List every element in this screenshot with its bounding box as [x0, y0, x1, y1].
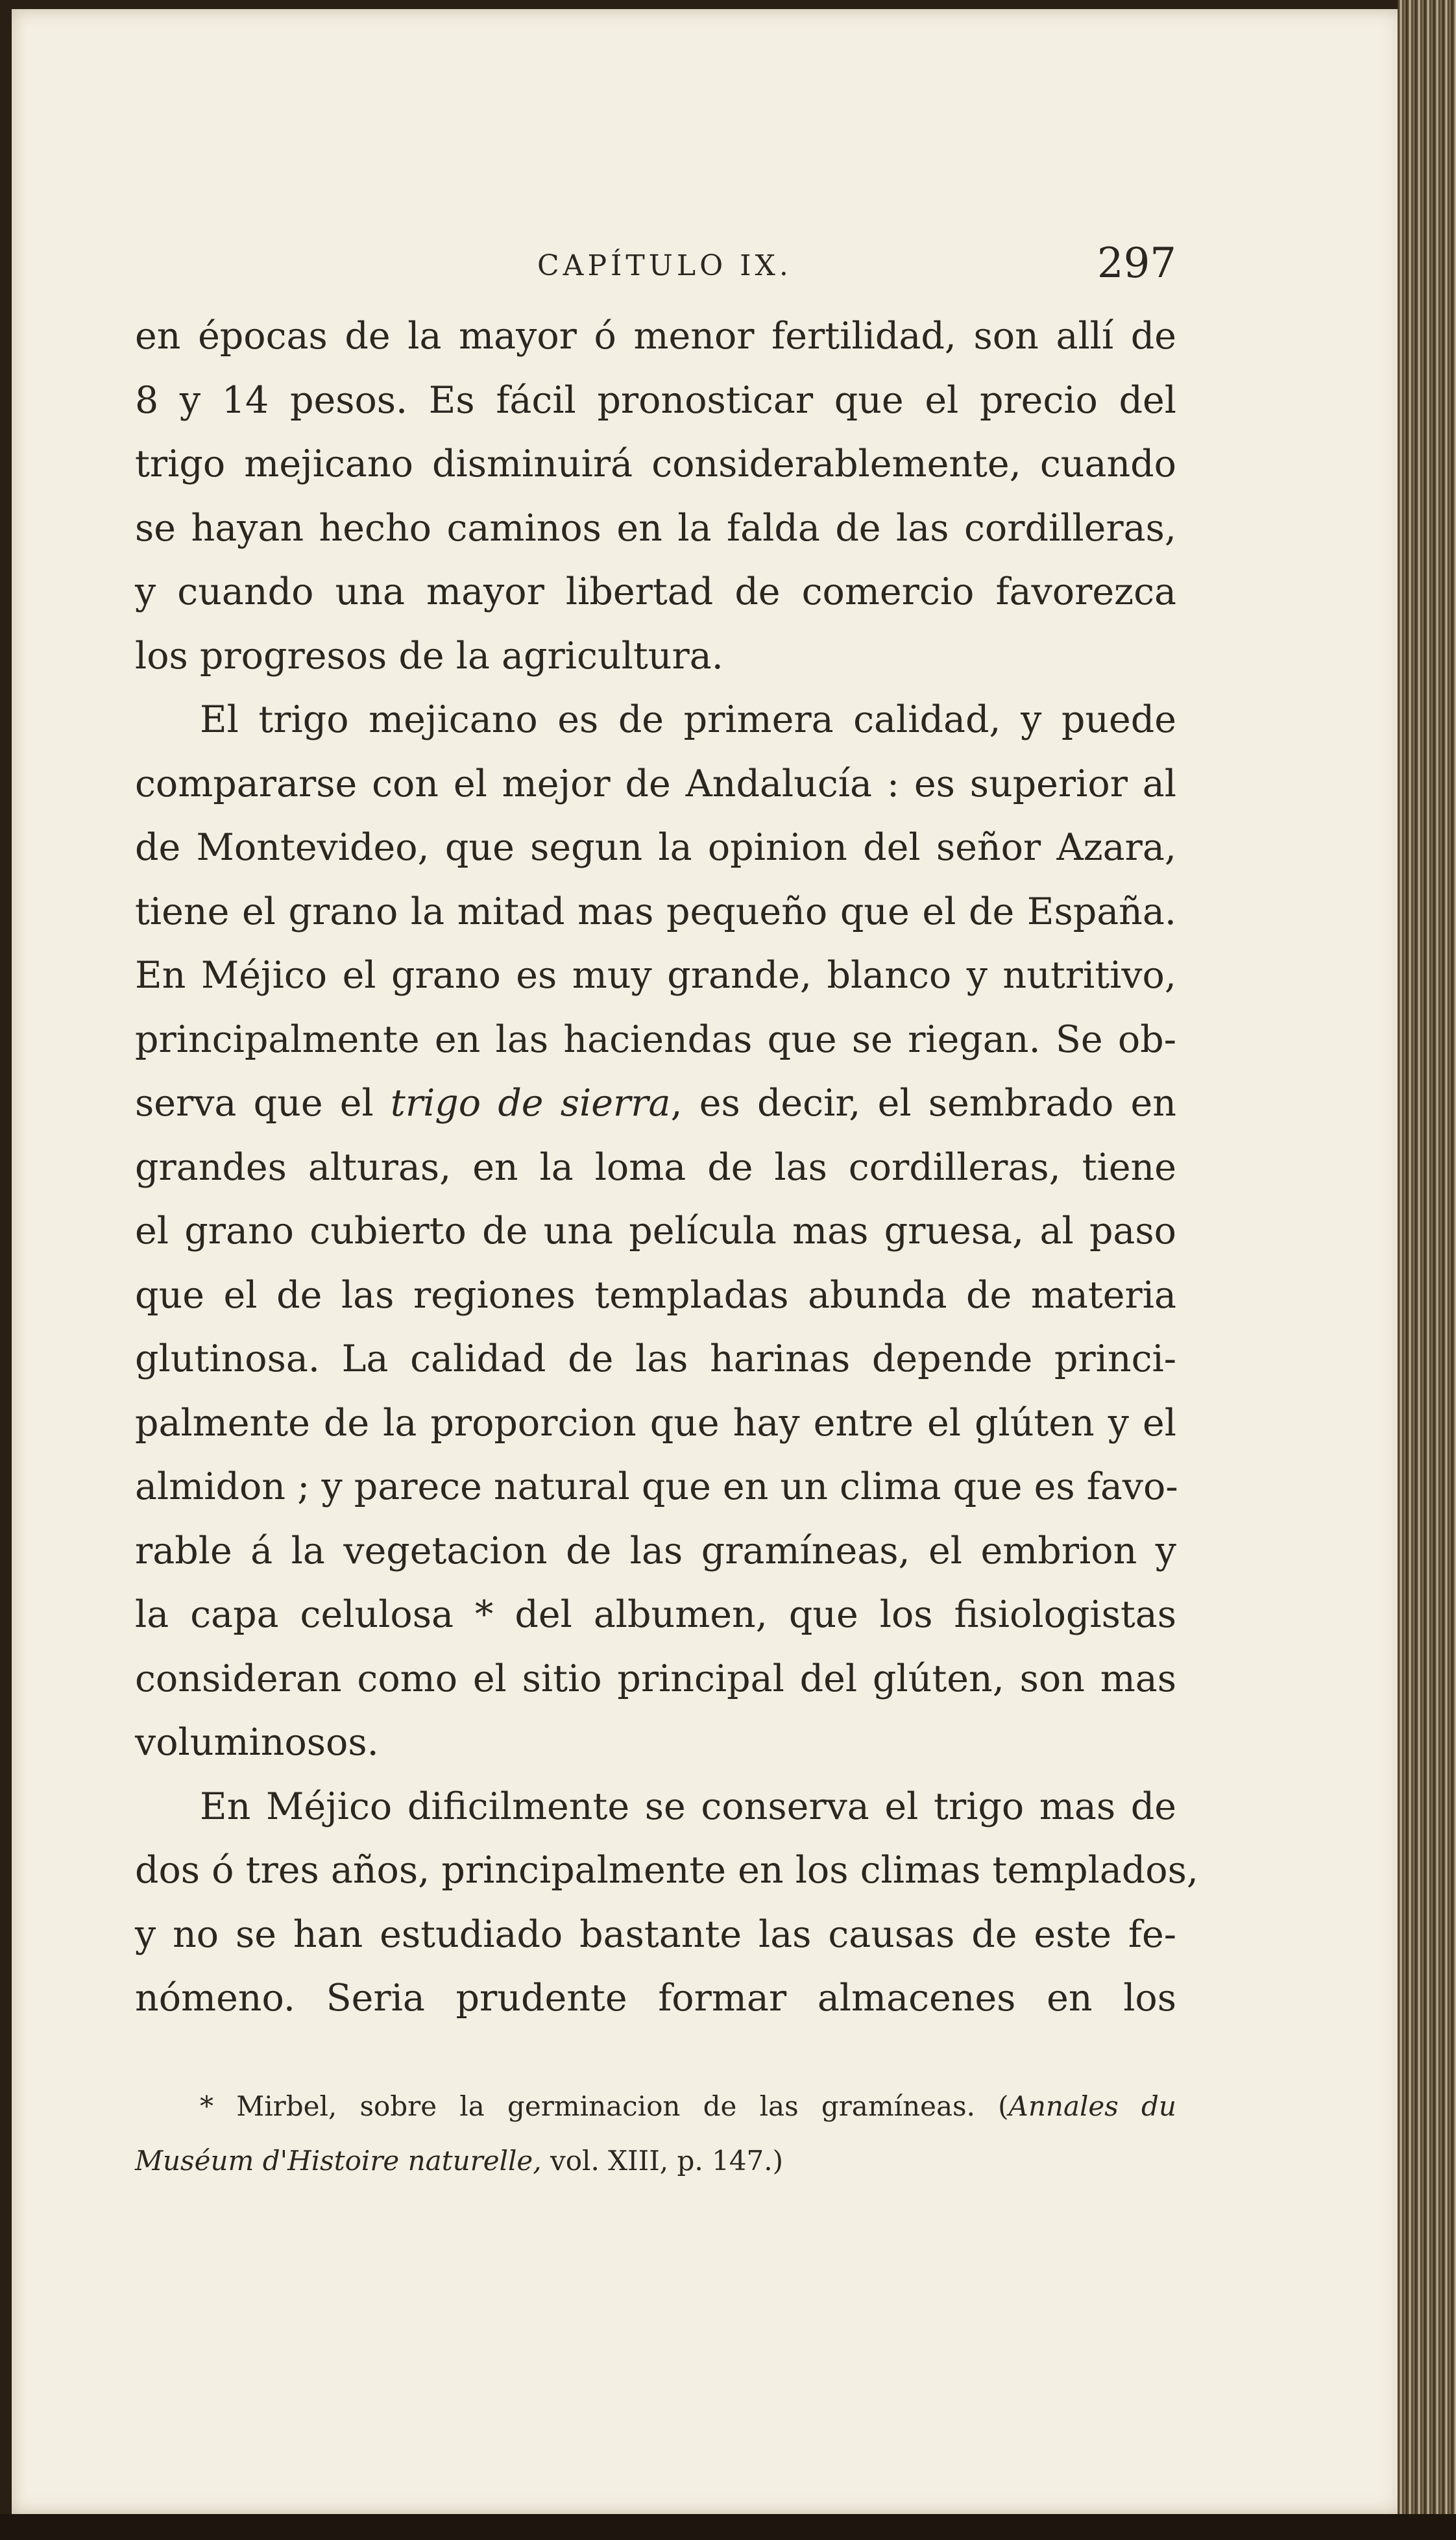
- text-line: que el de las regiones templadas abunda de materia: [135, 1273, 1176, 1317]
- text-fragment: , es decir, el sembrado en: [670, 1082, 1176, 1125]
- scan-bottom-edge: [0, 2514, 1456, 2540]
- italic-phrase: trigo de sierra: [390, 1082, 671, 1125]
- text-line: consideran como el sitio principal del glúten, son mas: [135, 1657, 1176, 1700]
- text-fragment: serva que el: [135, 1082, 374, 1125]
- text-line: rable á la vegetacion de las gramíneas, el embrion y: [135, 1529, 1176, 1572]
- text-line: glutinosa. La calidad de las harinas depende princi-: [135, 1337, 1176, 1380]
- footnote-italic: Muséum d'Histoire naturelle,: [135, 2145, 542, 2177]
- page-header: [138, 239, 1176, 298]
- text-line: almidon ; y parece natural que en un clima que es favo-: [135, 1465, 1178, 1508]
- text-line: trigo mejicano disminuirá considerablemente, cuando: [135, 443, 1176, 485]
- text-line: En Méjico el grano es muy grande, blanco y nutritivo,: [135, 954, 1176, 997]
- text-line: nómeno. Seria prudente formar almacenes en los: [135, 1977, 1176, 2020]
- footnote-text: * Mirbel, sobre la germinacion de las gramíneas. (: [200, 2090, 1009, 2122]
- running-head: CAPÍTULO IX.: [537, 249, 792, 282]
- text-line: dos ó tres años, principalmente en los climas templados,: [135, 1849, 1198, 1892]
- text-line: y cuando una mayor libertad de comercio favorezca: [135, 570, 1176, 613]
- text-line: tiene el grano la mitad mas pequeño que el de España.: [135, 890, 1176, 933]
- text-line-with-italic: [135, 1071, 1176, 1136]
- text-line: y no se han estudiado bastante las causas de este fe-: [135, 1912, 1176, 1956]
- text-line: los progresos de la agricultura.: [135, 634, 723, 678]
- footnote-line: [135, 2079, 1176, 2134]
- text-line: en épocas de la mayor ó menor fertilidad, son allí de: [135, 315, 1176, 358]
- footnote-line: [135, 2134, 1176, 2188]
- text-line: palmente de la proporcion que hay entre el glúten y el: [135, 1401, 1176, 1445]
- text-line: voluminosos.: [135, 1721, 379, 1764]
- text-line: 8 y 14 pesos. Es fácil pronosticar que el precio del: [135, 378, 1176, 422]
- body-text: [135, 304, 1198, 2031]
- footnote: [135, 2079, 1176, 2188]
- page-number: 297: [1097, 239, 1176, 287]
- text-line: compararse con el mejor de Andalucía : es superior al: [135, 762, 1176, 805]
- book-page-edges: [1398, 0, 1456, 2540]
- text-line: el grano cubierto de una película mas gruesa, al paso: [135, 1210, 1176, 1252]
- footnote-text: vol. XIII, p. 147.): [541, 2145, 784, 2177]
- footnote-italic: Annales du: [1008, 2090, 1176, 2122]
- text-line: En Méjico dificilmente se conserva el trigo mas de: [200, 1785, 1176, 1828]
- text-line: principalmente en las haciendas que se riegan. Se ob-: [135, 1018, 1176, 1061]
- book-page: [12, 9, 1407, 2514]
- text-line: de Montevideo, que segun la opinion del señor Azara,: [135, 826, 1176, 869]
- text-line: El trigo mejicano es de primera calidad, y puede: [200, 698, 1176, 741]
- text-line: la capa celulosa * del albumen, que los fisiologistas: [135, 1593, 1176, 1636]
- text-line: grandes alturas, en la loma de las cordilleras, tiene: [135, 1145, 1176, 1189]
- text-line: se hayan hecho caminos en la falda de las cordilleras,: [135, 506, 1176, 550]
